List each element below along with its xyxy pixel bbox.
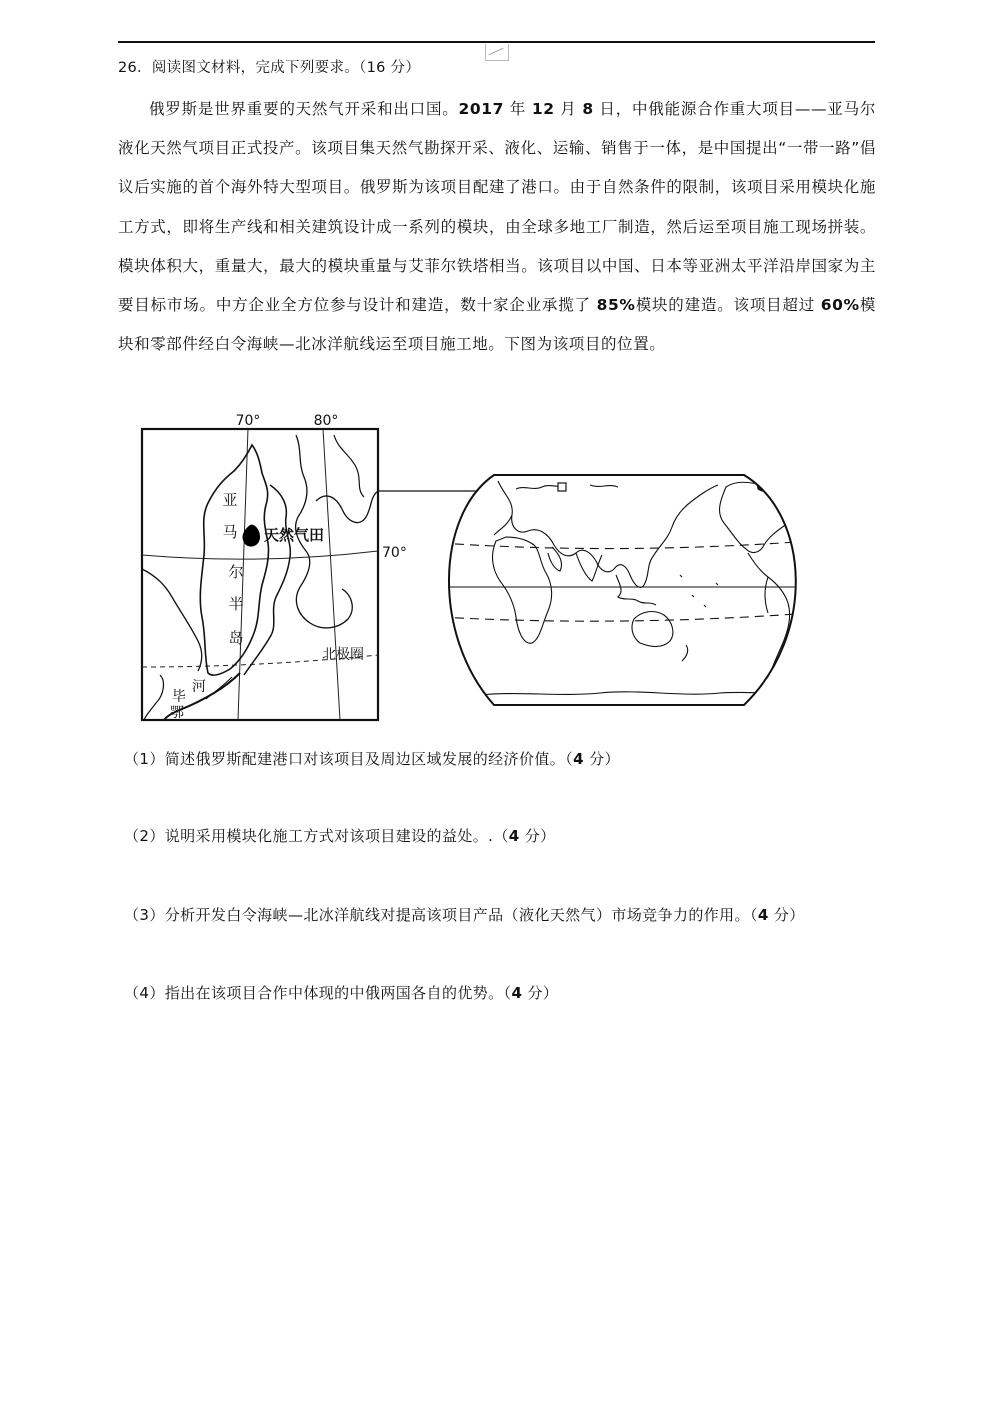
sub-question-2 <box>124 825 556 846</box>
sub-question-score: 4 <box>508 827 520 845</box>
lon-70-label: 70° <box>235 413 261 429</box>
peninsula-char: 岛 <box>228 629 244 647</box>
passage-text: 模块的建造。该项目超过 <box>635 296 821 315</box>
sub-question-number: （4） <box>124 984 165 1002</box>
gasfield-label: 天然气田 <box>264 526 325 544</box>
passage-number: 60% <box>820 296 860 315</box>
peninsula-char: 半 <box>228 595 244 613</box>
passage-number: 12 <box>531 100 555 118</box>
sub-question-3 <box>124 904 805 925</box>
passage-number: 2017 <box>458 100 505 118</box>
world-map <box>430 475 820 705</box>
location-maps <box>120 405 820 725</box>
sub-question-tail: 分） <box>522 984 559 1002</box>
sub-question-score: 4 <box>573 750 584 768</box>
passage-text: 月 <box>554 100 583 118</box>
sub-question-text: 说明采用模块化施工方式对该项目建设的益处。.（ <box>164 827 509 845</box>
image-placeholder-icon <box>485 44 509 61</box>
passage-text: 模块和零部件经白令海峡—北冰洋航线运至项目施工地。下图为该项目的位置。 <box>118 296 876 354</box>
sub-question-tail: 分） <box>583 750 620 768</box>
sub-question-text: 分析开发白令海峡—北冰洋航线对提高该项目产品（液化天然气）市场竞争力的作用。（ <box>164 906 758 924</box>
sub-question-tail: 分） <box>768 906 805 924</box>
peninsula-char: 尔 <box>228 563 244 581</box>
passage-text: 年 <box>504 100 532 118</box>
arctic-circle-label: 北极圈 <box>322 647 364 663</box>
peninsula-char: 马 <box>222 523 238 541</box>
sub-question-1 <box>124 748 620 769</box>
top-rule <box>118 41 875 43</box>
sub-question-tail: 分） <box>519 827 556 845</box>
passage-text: 俄罗斯是世界重要的天然气开采和出口国。 <box>149 100 459 118</box>
sub-question-4 <box>124 982 558 1003</box>
question-header: 26．阅读图文材料，完成下列要求。（16 分） <box>118 60 421 76</box>
passage-number: 85% <box>596 296 636 315</box>
lat-70-label: 70° <box>382 545 407 561</box>
sub-question-text: 简述俄罗斯配建港口对该项目及周边区域发展的经济价值。（ <box>164 750 574 768</box>
sub-question-score: 4 <box>757 906 769 924</box>
passage-text: 日，中俄能源合作重大项目——亚马尔液化天然气项目正式投产。该项目集天然气勘探开采、液化、运输、销售于一体，是中国提出“一带一路”倡议后实施的首个海外特大型项目。俄罗斯为该项目配建了港口。由于自然条件的限制，该项目采用模块化施工方式，即将生产线和相关建筑设计成一系列的模块，由全球多地工厂制造，然后运至项目施工现场拼装。模块体积大，重量大，最大的模块重量与艾菲尔铁塔相当。该项目以中国、日本等亚洲太平洋沿岸国家为主要目标市场。中方企业全方位参与设计和建造，数十家企业承揽了 <box>118 100 877 315</box>
sub-question-score: 4 <box>511 984 523 1002</box>
yamal-inset-map <box>142 429 480 720</box>
sub-question-number: （1） <box>124 750 165 768</box>
sub-question-text: 指出在该项目合作中体现的中俄两国各自的优势。（ <box>164 984 512 1002</box>
passage-number: 8 <box>582 100 594 118</box>
lon-80-label: 80° <box>313 413 339 429</box>
peninsula-char: 亚 <box>222 491 238 509</box>
sub-question-number: （3） <box>124 906 165 924</box>
river-char: 鄂 <box>170 705 184 721</box>
question-passage <box>118 90 876 364</box>
river-char: 河 <box>192 679 206 695</box>
sub-question-number: （2） <box>124 827 165 845</box>
river-char: 毕 <box>172 689 186 705</box>
